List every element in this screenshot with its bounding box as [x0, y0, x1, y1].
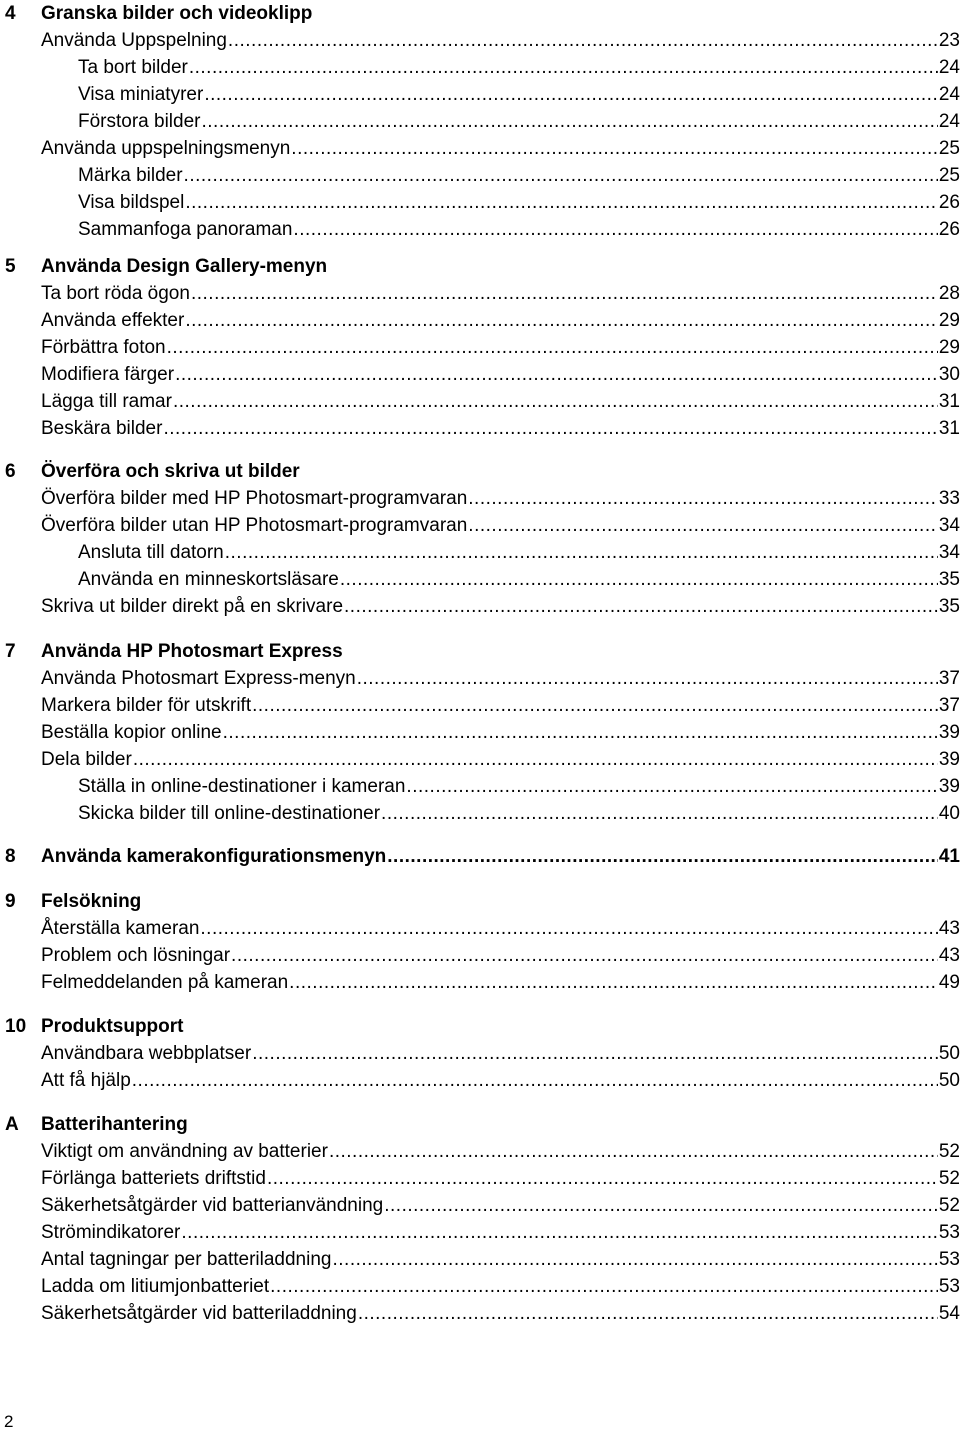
toc-entry-label: Strömindikatorer	[41, 1221, 181, 1243]
section-number: 5	[5, 255, 16, 277]
section-heading[interactable]	[0, 458, 960, 485]
toc-entry-label: Återställa kameran	[41, 917, 200, 939]
toc-section	[0, 638, 960, 827]
toc-entry[interactable]	[0, 334, 960, 361]
dot-leader	[173, 391, 938, 413]
dot-leader	[252, 695, 938, 717]
toc-entry-line	[78, 192, 960, 214]
dot-leader	[293, 219, 937, 241]
toc-entry-label: Felmeddelanden på kameran	[41, 971, 289, 993]
section-heading-entry	[41, 461, 960, 483]
toc-entry-label: Säkerhetsåtgärder vid batteriladdning	[41, 1302, 357, 1324]
page-ref: 39	[938, 721, 960, 743]
toc-entry-label: Använda Photosmart Express-menyn	[41, 667, 356, 689]
toc-entry-line	[41, 1303, 960, 1325]
toc-entry[interactable]	[0, 1192, 960, 1219]
section-title: Granska bilder och videoklipp	[41, 2, 313, 24]
dot-leader	[200, 918, 937, 940]
toc-entry-line	[41, 515, 960, 537]
dot-leader	[231, 945, 938, 967]
toc-entry-line	[41, 722, 960, 744]
dot-leader	[340, 569, 938, 591]
page-ref: 24	[938, 56, 960, 78]
dot-leader	[468, 488, 938, 510]
section-heading-entry	[41, 1114, 960, 1136]
dot-leader	[223, 722, 938, 744]
dot-leader	[163, 418, 937, 440]
toc-entry-label: Använda effekter	[41, 309, 185, 331]
toc-entry-line	[41, 1168, 960, 1190]
section-title: Felsökning	[41, 890, 142, 912]
section-heading-entry	[41, 891, 960, 913]
toc-entry[interactable]	[0, 415, 960, 442]
toc-entry-line	[41, 1249, 960, 1271]
page-ref: 52	[938, 1194, 960, 1216]
toc-section	[0, 1111, 960, 1327]
toc-entry-line	[41, 1141, 960, 1163]
page-ref: 52	[938, 1140, 960, 1162]
dot-leader	[189, 57, 938, 79]
toc-entry-label: Problem och lösningar	[41, 944, 231, 966]
page-ref: 28	[938, 282, 960, 304]
toc-entry-label: Ladda om litiumjonbatteriet	[41, 1275, 270, 1297]
toc-entry-label: Överföra bilder med HP Photosmart-programvaran	[41, 487, 468, 509]
section-heading-entry	[41, 3, 960, 25]
dot-leader	[387, 846, 938, 868]
dot-leader	[468, 515, 938, 537]
toc-entry-line	[41, 138, 960, 160]
page-ref: 50	[938, 1042, 960, 1064]
page-ref: 35	[938, 595, 960, 617]
toc-entry[interactable]	[0, 189, 960, 216]
toc-entry[interactable]	[0, 566, 960, 593]
toc-entry-line	[41, 364, 960, 386]
section-number: 6	[5, 460, 16, 482]
toc-entry-label: Antal tagningar per batteriladdning	[41, 1248, 332, 1270]
toc-entry-label: Skicka bilder till online-destinationer	[78, 802, 381, 824]
toc-entry-line	[78, 84, 960, 106]
toc-entry[interactable]	[0, 719, 960, 746]
section-heading-entry	[41, 846, 960, 868]
page-ref: 34	[938, 514, 960, 536]
section-number: 4	[5, 2, 16, 24]
toc-entry[interactable]	[0, 135, 960, 162]
dot-leader	[291, 138, 938, 160]
dot-leader	[181, 1222, 937, 1244]
toc-entry-line	[41, 668, 960, 690]
toc-entry-line	[41, 310, 960, 332]
toc-entry-line	[41, 1195, 960, 1217]
toc-entry[interactable]	[0, 539, 960, 566]
toc-entry[interactable]	[0, 1246, 960, 1273]
page-ref: 53	[938, 1248, 960, 1270]
dot-leader	[133, 749, 938, 771]
toc-entry-label: Förbättra foton	[41, 336, 166, 358]
toc-entry-line	[41, 972, 960, 994]
toc-entry-line	[78, 219, 960, 241]
dot-leader	[332, 1249, 937, 1271]
toc-entry[interactable]	[0, 1219, 960, 1246]
toc-entry-label: Säkerhetsåtgärder vid batterianvändning	[41, 1194, 384, 1216]
toc-entry-line	[78, 111, 960, 133]
toc-entry-label: Användbara webbplatser	[41, 1042, 252, 1064]
toc-entry-line	[41, 1070, 960, 1092]
section-heading-entry	[41, 256, 960, 278]
toc-entry[interactable]	[0, 388, 960, 415]
page-ref: 41	[938, 845, 960, 867]
page-ref: 24	[938, 110, 960, 132]
dot-leader	[358, 1303, 938, 1325]
toc-section	[0, 458, 960, 620]
toc-entry-line	[41, 488, 960, 510]
toc-entry[interactable]	[0, 81, 960, 108]
section-title: Överföra och skriva ut bilder	[41, 460, 300, 482]
section-title: Använda Design Gallery-menyn	[41, 255, 328, 277]
toc-entry[interactable]	[0, 280, 960, 307]
toc-entry[interactable]	[0, 512, 960, 539]
section-heading-entry	[41, 641, 960, 663]
toc-section	[0, 1013, 960, 1094]
toc-entry[interactable]	[0, 27, 960, 54]
page-ref: 35	[938, 568, 960, 590]
toc-entry[interactable]	[0, 54, 960, 81]
page-ref: 52	[938, 1167, 960, 1189]
toc-entry[interactable]	[0, 1273, 960, 1300]
dot-leader	[289, 972, 938, 994]
toc-entry-label: Markera bilder för utskrift	[41, 694, 252, 716]
toc-entry-label: Dela bilder	[41, 748, 132, 770]
toc-entry-line	[78, 776, 960, 798]
toc-entry[interactable]	[0, 485, 960, 512]
dot-leader	[270, 1276, 938, 1298]
toc-entry[interactable]	[0, 108, 960, 135]
dot-leader	[175, 364, 938, 386]
toc-entry[interactable]	[0, 942, 960, 969]
toc-entry-line	[41, 1222, 960, 1244]
dot-leader	[381, 803, 938, 825]
page-ref: 34	[938, 541, 960, 563]
section-heading[interactable]	[0, 1111, 960, 1138]
page-ref: 40	[938, 802, 960, 824]
toc-entry-label: Beställa kopior online	[41, 721, 222, 743]
toc-entry-line	[78, 57, 960, 79]
page-ref: 37	[938, 694, 960, 716]
toc-entry[interactable]	[0, 593, 960, 620]
page-ref: 29	[938, 309, 960, 331]
toc-entry-label: Märka bilder	[78, 164, 183, 186]
page-ref: 23	[938, 29, 960, 51]
page-number: 2	[4, 1412, 14, 1431]
toc-section	[0, 0, 960, 243]
toc-entry-line	[78, 569, 960, 591]
page-ref: 30	[938, 363, 960, 385]
toc-entry[interactable]	[0, 969, 960, 996]
toc-entry[interactable]	[0, 1300, 960, 1327]
toc-entry-label: Förstora bilder	[78, 110, 201, 132]
dot-leader	[132, 1070, 938, 1092]
section-number: 7	[5, 640, 16, 662]
toc-entry-line	[41, 1043, 960, 1065]
page-ref: 43	[938, 917, 960, 939]
toc-entry-line	[41, 695, 960, 717]
toc-entry[interactable]	[0, 746, 960, 773]
toc-entry-line	[41, 749, 960, 771]
page-ref: 29	[938, 336, 960, 358]
page-ref: 53	[938, 1275, 960, 1297]
toc-entry-label: Visa miniatyrer	[78, 83, 204, 105]
toc-entry-label: Använda uppspelningsmenyn	[41, 137, 291, 159]
toc-entry-label: Modifiera färger	[41, 363, 175, 385]
toc-section	[0, 253, 960, 442]
page-ref: 24	[938, 83, 960, 105]
toc-entry-line	[41, 418, 960, 440]
toc-entry-label: Ställa in online-destinationer i kameran	[78, 775, 406, 797]
toc-section	[0, 843, 960, 870]
toc-entry-line	[78, 165, 960, 187]
dot-leader	[185, 310, 938, 332]
toc-entry-label: Viktigt om användning av batterier	[41, 1140, 328, 1162]
page-ref: 33	[938, 487, 960, 509]
toc-entry-line	[41, 945, 960, 967]
page-ref: 37	[938, 667, 960, 689]
dot-leader	[185, 192, 938, 214]
toc-entry-label: Överföra bilder utan HP Photosmart-programvaran	[41, 514, 468, 536]
page-ref: 50	[938, 1069, 960, 1091]
page-ref: 49	[938, 971, 960, 993]
section-number: 8	[5, 845, 16, 867]
dot-leader	[344, 596, 938, 618]
dot-leader	[267, 1168, 938, 1190]
toc-entry[interactable]	[0, 1165, 960, 1192]
page-ref: 39	[938, 748, 960, 770]
section-title: Batterihantering	[41, 1113, 188, 1135]
toc-entry[interactable]	[0, 692, 960, 719]
toc-entry-line	[41, 337, 960, 359]
page-ref: 26	[938, 191, 960, 213]
section-title: Använda kamerakonfigurationsmenyn	[41, 845, 387, 867]
page-ref: 39	[938, 775, 960, 797]
dot-leader	[167, 337, 938, 359]
section-number: 10	[5, 1015, 27, 1037]
toc-entry[interactable]	[0, 1138, 960, 1165]
toc-entry[interactable]	[0, 915, 960, 942]
toc-entry-line	[41, 30, 960, 52]
section-heading[interactable]	[0, 888, 960, 915]
dot-leader	[384, 1195, 938, 1217]
section-number: 9	[5, 890, 16, 912]
toc-entry-line	[41, 918, 960, 940]
toc-entry-label: Beskära bilder	[41, 417, 163, 439]
toc-entry-label: Ta bort bilder	[78, 56, 188, 78]
toc-entry-label: Att få hjälp	[41, 1069, 131, 1091]
dot-leader	[202, 111, 938, 133]
page-ref: 43	[938, 944, 960, 966]
dot-leader	[204, 84, 938, 106]
dot-leader	[406, 776, 937, 798]
toc-section	[0, 888, 960, 996]
dot-leader	[184, 165, 938, 187]
toc-entry[interactable]	[0, 361, 960, 388]
toc-entry-line	[41, 596, 960, 618]
dot-leader	[252, 1043, 938, 1065]
dot-leader	[228, 30, 938, 52]
toc-entry[interactable]	[0, 773, 960, 800]
toc-entry-label: Visa bildspel	[78, 191, 185, 213]
toc-entry-line	[41, 391, 960, 413]
toc-entry-label: Lägga till ramar	[41, 390, 172, 412]
toc-entry-line	[78, 803, 960, 825]
section-heading[interactable]	[0, 638, 960, 665]
toc-entry-label: Använda Uppspelning	[41, 29, 227, 51]
section-title: Använda HP Photosmart Express	[41, 640, 343, 662]
toc-entry-label: Ta bort röda ögon	[41, 282, 190, 304]
toc-entry-label: Sammanfoga panoraman	[78, 218, 293, 240]
toc-entry[interactable]	[0, 665, 960, 692]
dot-leader	[225, 542, 938, 564]
toc-entry-line	[41, 1276, 960, 1298]
toc-entry[interactable]	[0, 1067, 960, 1094]
page-ref: 26	[938, 218, 960, 240]
toc-entry-label: Använda en minneskortsläsare	[78, 568, 339, 590]
toc-entry[interactable]	[0, 800, 960, 827]
section-title: Produktsupport	[41, 1015, 184, 1037]
section-number: A	[5, 1113, 19, 1135]
page-ref: 31	[938, 390, 960, 412]
toc-entry-label: Skriva ut bilder direkt på en skrivare	[41, 595, 344, 617]
toc-entry-line	[41, 283, 960, 305]
section-heading[interactable]	[0, 843, 960, 870]
section-heading[interactable]	[0, 1013, 960, 1040]
page-ref: 25	[938, 137, 960, 159]
toc-entry-label: Ansluta till datorn	[78, 541, 224, 563]
toc-entry[interactable]	[0, 216, 960, 243]
page-ref: 53	[938, 1221, 960, 1243]
page-ref: 25	[938, 164, 960, 186]
dot-leader	[191, 283, 938, 305]
toc-entry[interactable]	[0, 1040, 960, 1067]
toc-entry[interactable]	[0, 307, 960, 334]
section-heading-entry	[41, 1016, 960, 1038]
section-heading[interactable]	[0, 253, 960, 280]
dot-leader	[357, 668, 938, 690]
toc-entry-label: Förlänga batteriets driftstid	[41, 1167, 266, 1189]
section-heading[interactable]	[0, 0, 960, 27]
page-ref: 31	[938, 417, 960, 439]
toc-entry[interactable]	[0, 162, 960, 189]
page-ref: 54	[938, 1302, 960, 1324]
toc-entry-line	[78, 542, 960, 564]
dot-leader	[329, 1141, 938, 1163]
